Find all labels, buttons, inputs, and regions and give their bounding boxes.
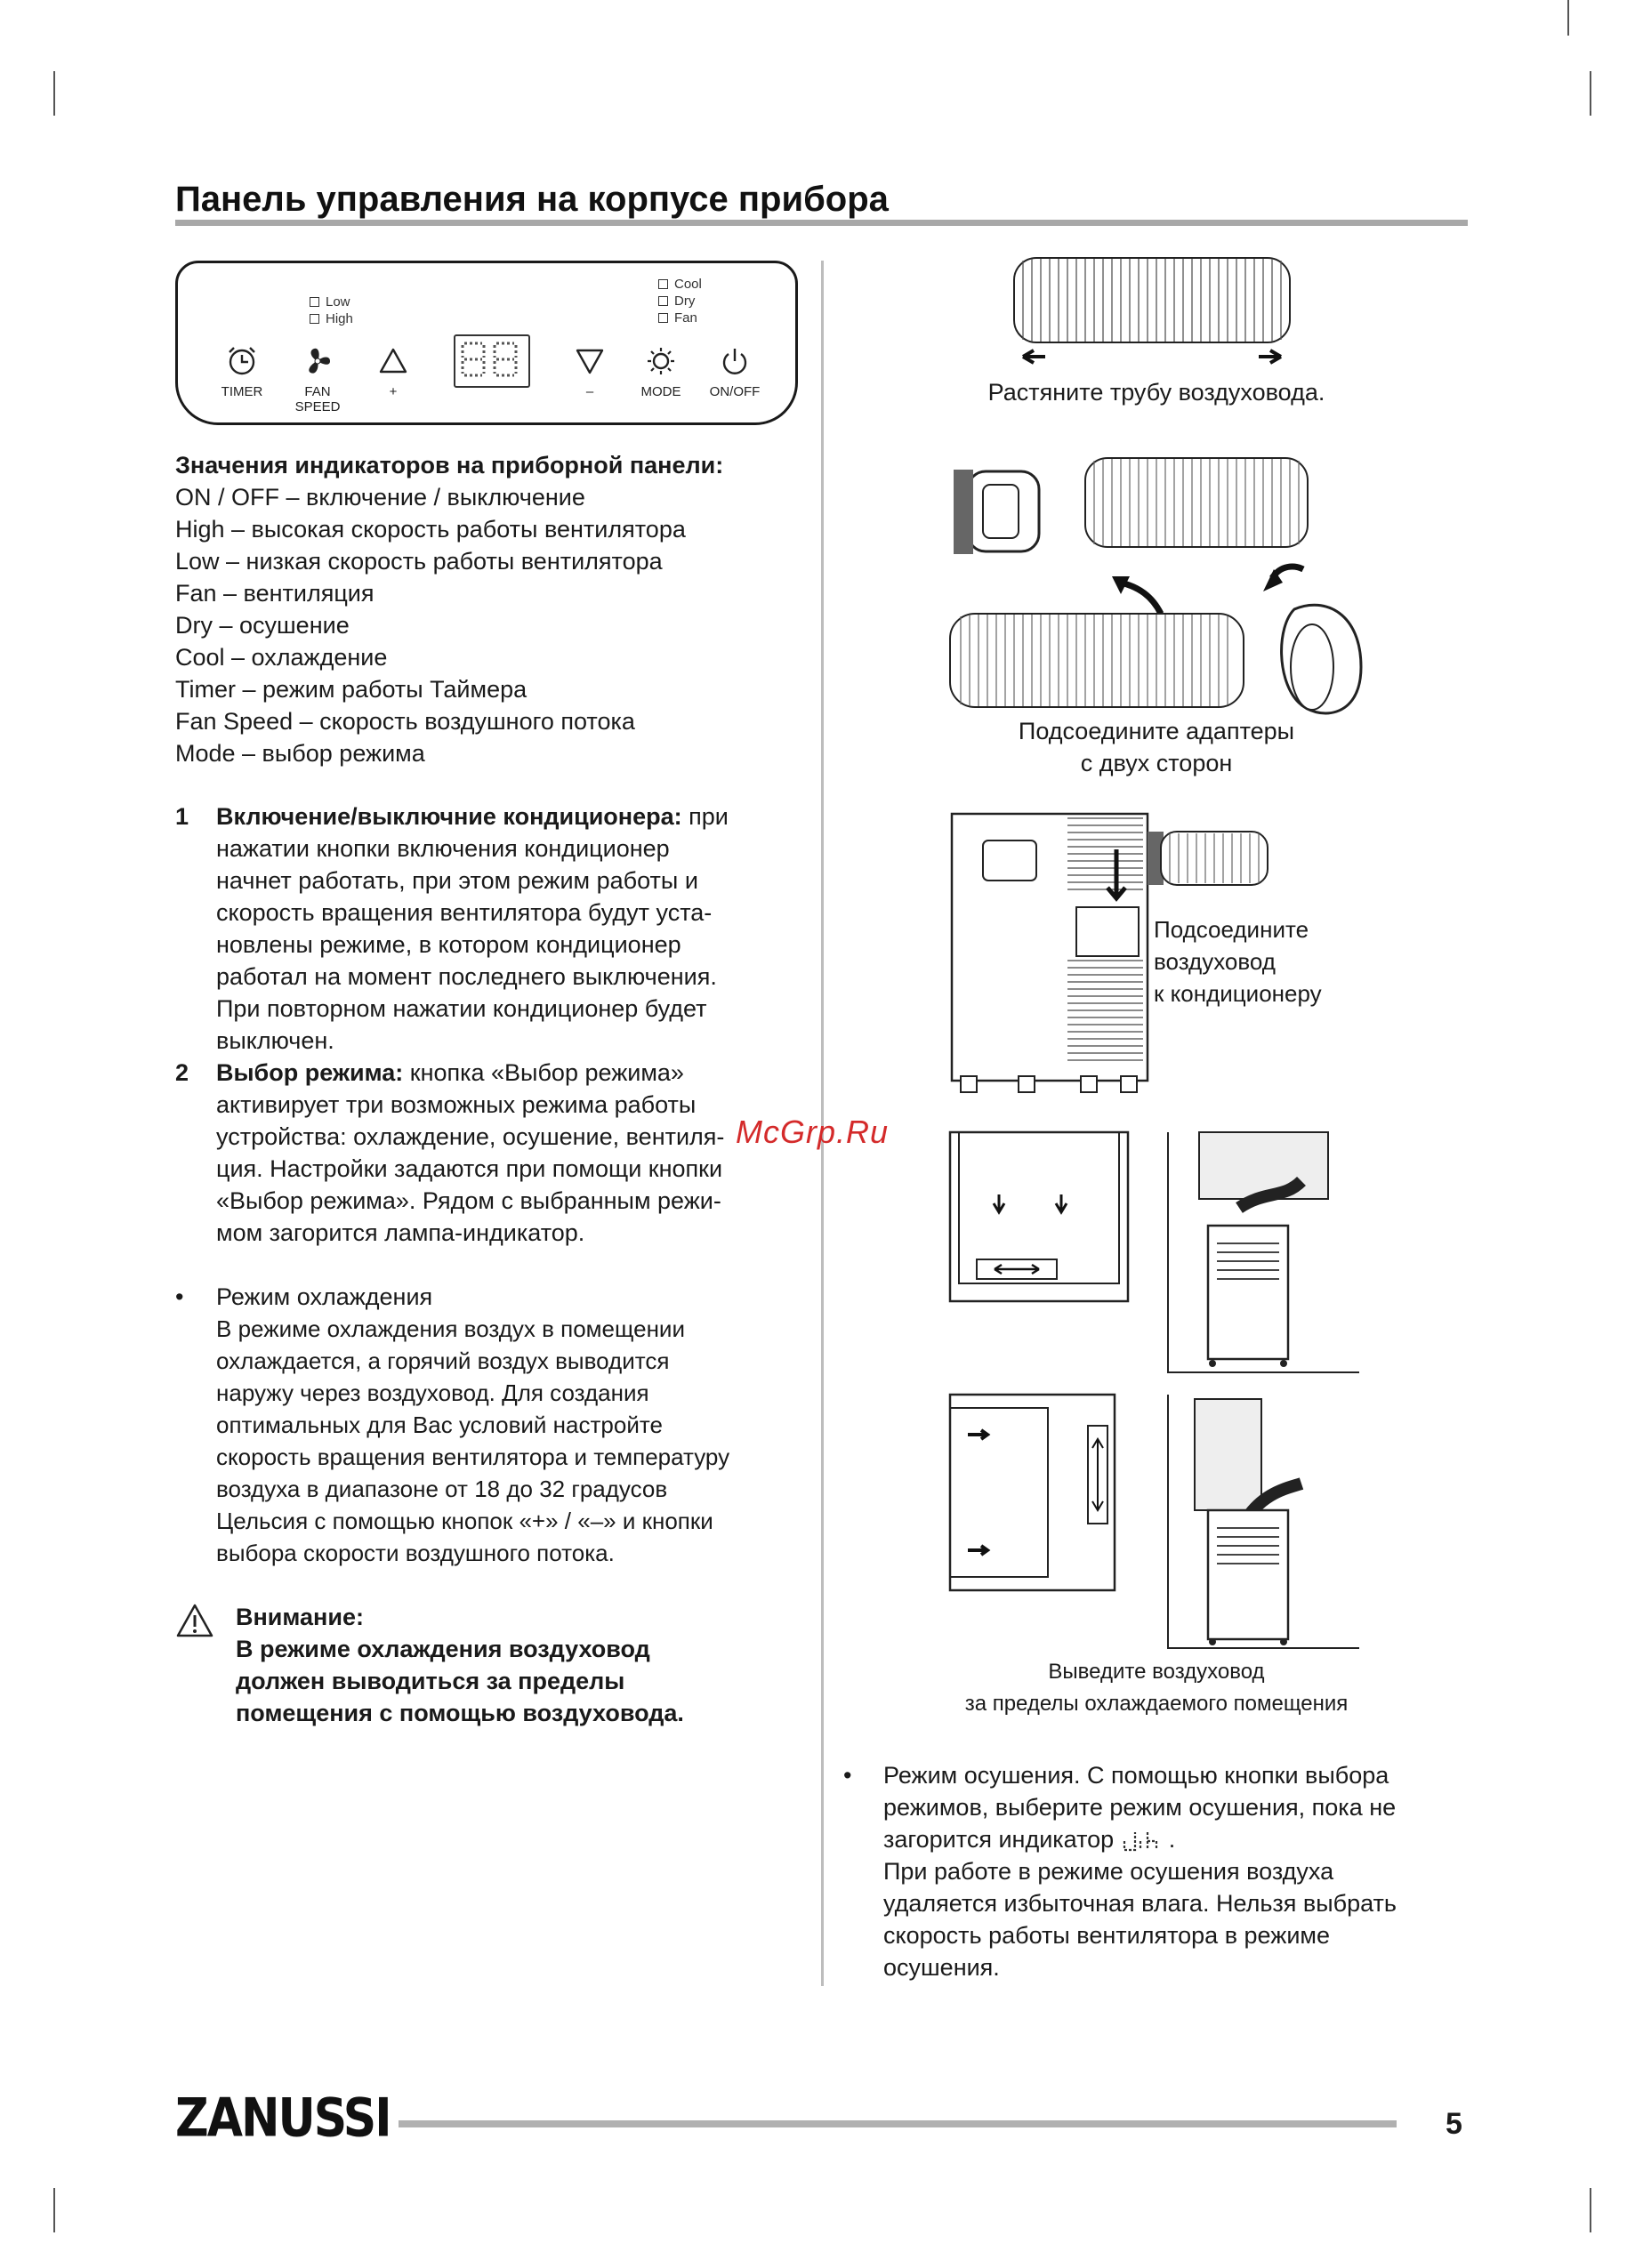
timer-button[interactable]: TIMER <box>193 345 291 399</box>
plus-button[interactable]: + <box>344 345 442 399</box>
indicator-cool: Cool <box>658 277 702 292</box>
legend-item: Mode – выбор режима <box>175 740 425 767</box>
legend-item: Fan Speed – скорость воздушного потока <box>175 708 635 735</box>
legend-item: Low – низкая скорость работы вентилятора <box>175 548 663 575</box>
warning-block: Внимание: В режиме охлаждения воздуховод должен выводиться за пределы помещения с помощью воздуховода. <box>175 1601 684 1729</box>
numbered-sections <box>175 800 798 1249</box>
caption-stretch: Растяните трубу воздуховода. <box>987 379 1325 406</box>
legend-item: High – высокая скорость работы вентилятора <box>175 516 686 543</box>
fan-speed-button[interactable]: FAN SPEED <box>269 345 366 414</box>
indicator-dry: Dry <box>658 294 695 309</box>
legend-heading: Значения индикаторов на приборной панели: <box>175 452 724 479</box>
power-button[interactable]: ON/OFF <box>686 345 784 399</box>
warning-icon <box>175 1603 214 1638</box>
clock-icon <box>224 345 260 377</box>
brand-logo: ZANUSSI <box>175 2087 391 2150</box>
cooling-mode: • Режим охлаждения В режиме охлаждения воздух в помещении охлаждается, а горячий воздух выводится наружу через воздуховод. Для создания оптимальных для Вас условий настройте скорость вращения вентилятора и температуру воздуха в диапазоне от 18 до 32 градусов Цельсия с помощью кнопок «+» / «–» и кнопки выбора скорости воздушного потока. <box>175 1281 807 1569</box>
legend-item: Timer – режим работы Таймера <box>175 676 528 703</box>
triangle-up-icon <box>375 345 411 377</box>
control-panel-diagram <box>175 261 798 425</box>
hose-stretch-illustration <box>1005 253 1299 369</box>
adapters-illustration <box>943 445 1370 720</box>
indicator-high: High <box>310 311 353 326</box>
fan-icon <box>300 345 335 377</box>
footer-rule <box>399 2120 1397 2127</box>
legend <box>175 449 723 769</box>
legend-item: Cool – охлаждение <box>175 644 388 671</box>
watermark: McGrp.Ru <box>736 1114 890 1150</box>
mode-button[interactable]: MODE <box>612 345 710 399</box>
drying-mode: • Режим осушения. С помощью кнопки выбора режимов, выберите режим осушения, пока не загорится индикатор . При работе в режиме осушения воздуха удаляется избыточная влага. Нельзя выбрать скорость работы вентилятора в режиме осушения. <box>843 1762 1397 1981</box>
caption-exhaust: Выведите воздуховод за пределы охлаждаемого помещения <box>964 1660 1349 1716</box>
indicator-fan: Fan <box>658 310 697 326</box>
title-rule <box>175 220 1468 226</box>
caption-connect: Подсоедините воздуховод к кондиционеру <box>1154 916 1322 1007</box>
indicator-low: Low <box>310 294 350 310</box>
digital-display <box>454 334 530 388</box>
dry-indicator-icon <box>1121 1829 1169 1854</box>
sun-icon <box>643 345 679 377</box>
power-icon <box>717 345 753 377</box>
warning-title: Внимание: <box>236 1604 364 1630</box>
legend-item: Dry – осушение <box>175 612 350 639</box>
section-2: 2 Выбор режима: кнопка «Выбор режима» активирует три возможных режима работы устройства: охлаждение, осушение, вентиля- ция. Настройки задаются при помощи кнопки «Выбор режима». Рядом с выбранным режи- мом загорится лампа-индикатор. <box>175 1059 725 1246</box>
cooling-title: Режим охлаждения <box>216 1283 433 1310</box>
section-1: 1 Включение/выключние кондиционера: при нажатии кнопки включения кондиционер начнет работать, при этом режим работы и скорость вращения вентилятора будут уста- новлены режиме, в котором кондиционер работал на момент последнего выключения. При повторном нажатии кондиционер будет выключен. <box>175 803 729 1054</box>
legend-item: ON / OFF – включение / выключение <box>175 484 585 511</box>
page-title: Панель управления на корпусе прибора <box>175 180 889 219</box>
window-installation-illustration <box>946 1128 1364 1653</box>
triangle-down-icon <box>572 345 608 377</box>
legend-item: Fan – вентиляция <box>175 580 375 607</box>
minus-button[interactable]: – <box>541 345 639 399</box>
caption-adapters: Подсоедините адаптеры с двух сторон <box>1018 718 1295 776</box>
page-number: 5 <box>1446 2107 1462 2141</box>
